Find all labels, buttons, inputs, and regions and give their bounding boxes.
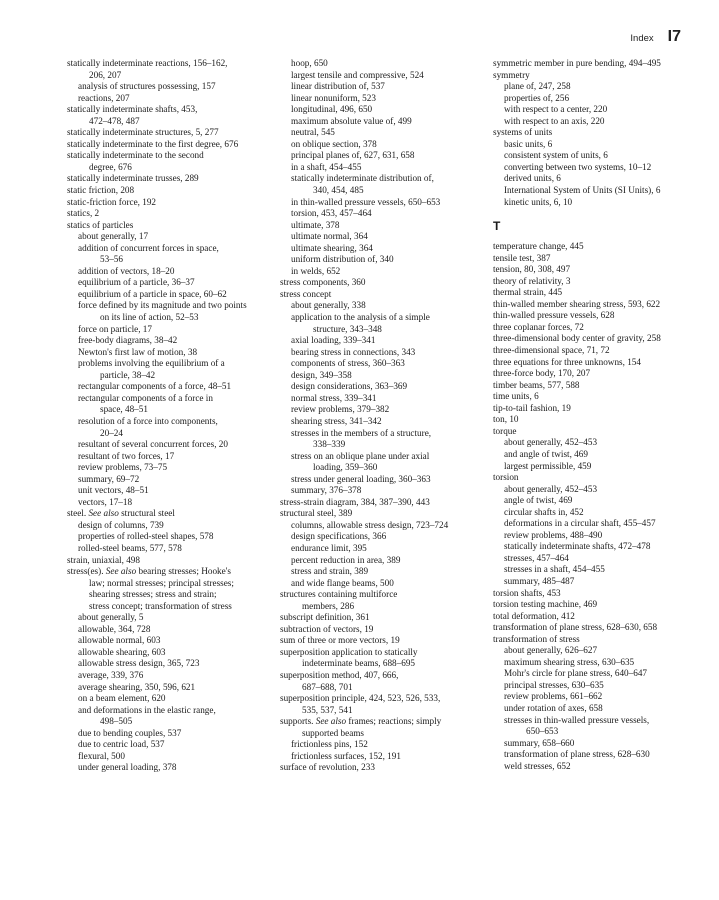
index-subentry: rectangular components of a force in (78, 392, 213, 403)
index-entry: supports. See also frames; reactions; simply (280, 716, 442, 727)
index-subentry: problems involving the equilibrium of a (78, 358, 225, 369)
index-entry: thin-walled pressure vessels, 628 (493, 310, 615, 321)
index-subentry: allowable stress design, 365, 723 (78, 658, 200, 669)
index-subentry: resultant of two forces, 17 (78, 450, 175, 461)
index-entry: sum of three or more vectors, 19 (280, 635, 400, 646)
index-subentry: members, 286 (302, 600, 355, 611)
index-subentry: properties of, 256 (504, 92, 570, 103)
index-subentry: linear distribution of, 537 (291, 81, 385, 92)
index-entry: torsion testing machine, 469 (493, 599, 598, 610)
index-entry: tension, 80, 308, 497 (493, 264, 571, 275)
index-subentry: loading, 359–360 (313, 462, 378, 473)
index-subentry: weld stresses, 652 (504, 760, 571, 771)
index-subentry: design specifications, 366 (291, 531, 387, 542)
index-subentry: stresses in a shaft, 454–455 (504, 564, 605, 575)
index-entry: superposition principle, 424, 523, 526, 533, (280, 693, 441, 704)
index-subentry: summary, 485–487 (504, 575, 575, 586)
index-entry: ton, 10 (493, 414, 519, 425)
index-subentry: review problems, 379–382 (291, 404, 390, 415)
index-subentry: addition of vectors, 18–20 (78, 265, 175, 276)
index-entry: transformation of stress (493, 633, 580, 644)
page-header (630, 28, 681, 48)
index-entry: statics of particles (67, 219, 134, 230)
index-subentry: stress under general loading, 360–363 (291, 473, 431, 484)
index-entry: torsion (493, 472, 519, 483)
page-number: I7 (667, 28, 681, 45)
index-subentry: 338–339 (313, 439, 346, 450)
index-subentry: review problems, 488–490 (504, 529, 603, 540)
index-subentry: endurance limit, 395 (291, 542, 367, 553)
index-subentry: unit vectors, 48–51 (78, 485, 149, 496)
index-entry: structures containing multiforce (280, 589, 398, 600)
index-entry: subtraction of vectors, 19 (280, 623, 374, 634)
index-subentry: stress concept; transformation of stress (89, 600, 232, 611)
index-entry: temperature change, 445 (493, 241, 584, 252)
index-subentry: design, 349–358 (291, 369, 352, 380)
index-entry: subscript definition, 361 (280, 612, 370, 623)
index-entry: statically indeterminate structures, 5, 277 (67, 127, 219, 138)
index-column-2 (280, 58, 485, 774)
index-subentry: stresses, 457–464 (504, 552, 569, 563)
index-subentry: reactions, 207 (78, 92, 130, 103)
index-subentry: statically indeterminate shafts, 472–478 (504, 541, 651, 552)
index-subentry: 472–478, 487 (89, 115, 140, 126)
index-subentry: due to centric load, 537 (78, 739, 165, 750)
index-entry: torque (493, 425, 517, 436)
index-entry: static friction, 208 (67, 185, 135, 196)
index-subentry: flexural, 500 (78, 750, 125, 761)
index-subentry: kinetic units, 6, 10 (504, 196, 573, 207)
index-subentry: basic units, 6 (504, 138, 553, 149)
index-subentry: space, 48–51 (100, 404, 148, 415)
index-entry: statically indeterminate to the second (67, 150, 204, 161)
index-subentry: Mohr's circle for plane stress, 640–647 (504, 668, 648, 679)
index-entry: stress components, 360 (280, 277, 366, 288)
index-subentry: plane of, 247, 258 (504, 81, 571, 92)
index-subentry: Newton's first law of motion, 38 (78, 346, 198, 357)
index-entry: transformation of plane stress, 628–630, 658 (493, 622, 658, 633)
index-subentry: uniform distribution of, 340 (291, 254, 394, 265)
index-column-1 (67, 58, 272, 774)
index-subentry: in welds, 652 (291, 265, 341, 276)
index-subentry: bearing stress in connections, 343 (291, 346, 416, 357)
index-entry: statically indeterminate to the first degree, 676 (67, 138, 239, 149)
index-subentry: hoop, 650 (291, 58, 328, 68)
index-entry: three-force body, 170, 207 (493, 368, 591, 379)
index-subentry: properties of rolled-steel shapes, 578 (78, 531, 214, 542)
index-subentry: longitudinal, 496, 650 (291, 104, 373, 115)
index-entry: static-friction force, 192 (67, 196, 157, 207)
index-subentry: statically indeterminate distribution of, (291, 173, 434, 184)
index-subentry: stress and strain, 389 (291, 566, 369, 577)
index-entry: systems of units (493, 127, 553, 138)
index-subentry: force on particle, 17 (78, 323, 152, 334)
index-subentry: stresses in thin-walled pressure vessels, (504, 714, 650, 725)
index-subentry: torsion, 453, 457–464 (291, 208, 372, 219)
index-subentry: stress on an oblique plane under axial (291, 450, 430, 461)
index-entry: stress concept (280, 288, 332, 299)
index-subentry: particle, 38–42 (100, 369, 156, 380)
index-subentry: derived units, 6 (504, 173, 561, 184)
index-subentry: about generally, 626–627 (504, 645, 598, 656)
index-subentry: shearing stresses; stress and strain; (89, 589, 217, 600)
index-subentry: components of stress, 360–363 (291, 358, 405, 369)
index-subentry: free-body diagrams, 38–42 (78, 335, 178, 346)
index-subentry: transformation of plane stress, 628–630 (504, 749, 650, 760)
index-subentry: ultimate normal, 364 (291, 231, 368, 242)
index-subentry: under general loading, 378 (78, 762, 177, 773)
index-subentry: maximum absolute value of, 499 (291, 115, 412, 126)
index-entry: steel. See also structural steel (67, 508, 175, 519)
index-entry: time units, 6 (493, 391, 539, 402)
index-subentry: principal planes of, 627, 631, 658 (291, 150, 415, 161)
index-entry: total deformation, 412 (493, 610, 575, 621)
index-entry: superposition application to statically (280, 646, 418, 657)
index-subentry: about generally, 452–453 (504, 483, 598, 494)
index-entry: tip-to-tail fashion, 19 (493, 402, 571, 413)
index-entry: statically indeterminate trusses, 289 (67, 173, 199, 184)
index-subentry: equilibrium of a particle in space, 60–62 (78, 288, 227, 299)
index-subentry: consistent system of units, 6 (504, 150, 608, 161)
index-entry: stress-strain diagram, 384, 387–390, 443 (280, 496, 430, 507)
index-subentry: axial loading, 339–341 (291, 335, 376, 346)
index-subentry: allowable shearing, 603 (78, 646, 166, 657)
index-subentry: circular shafts in, 452 (504, 506, 584, 517)
index-subentry: due to bending couples, 537 (78, 727, 182, 738)
index-entry: thin-walled member shearing stress, 593, 622 (493, 298, 661, 309)
index-subentry: degree, 676 (89, 161, 132, 172)
index-subentry: resolution of a force into components, (78, 415, 218, 426)
index-entry: symmetry (493, 69, 530, 80)
index-subentry: about generally, 5 (78, 612, 144, 623)
index-subentry: largest permissible, 459 (504, 460, 592, 471)
index-subentry: 535, 537, 541 (302, 704, 353, 715)
index-subentry: shearing stress, 341–342 (291, 415, 382, 426)
index-subentry: under rotation of axes, 658 (504, 702, 603, 713)
index-entry: timber beams, 577, 588 (493, 379, 580, 390)
index-entry: three-dimensional body center of gravity, 258 (493, 333, 661, 344)
index-subentry: design of columns, 739 (78, 519, 164, 530)
index-subentry: with respect to a center, 220 (504, 104, 608, 115)
index-subentry: equilibrium of a particle, 36–37 (78, 277, 195, 288)
index-subentry: on its line of action, 52–53 (100, 312, 199, 323)
index-entry: statically indeterminate reactions, 156–162, (67, 58, 228, 68)
index-subentry: summary, 376–378 (291, 485, 362, 496)
index-entry: strain, uniaxial, 498 (67, 554, 140, 565)
index-subentry: frictionless pins, 152 (291, 739, 368, 750)
index-subentry: angle of twist, 469 (504, 495, 573, 506)
index-subentry: largest tensile and compressive, 524 (291, 69, 424, 80)
index-subentry: in a shaft, 454–455 (291, 161, 362, 172)
index-subentry: 20–24 (100, 427, 123, 438)
index-subentry: average, 339, 376 (78, 669, 144, 680)
index-subentry: force defined by its magnitude and two points (78, 300, 247, 311)
index-subentry: converting between two systems, 10–12 (504, 161, 652, 172)
index-entry: structural steel, 389 (280, 508, 353, 519)
index-subentry: about generally, 17 (78, 231, 149, 242)
index-subentry: 687–688, 701 (302, 681, 353, 692)
index-subentry: summary, 658–660 (504, 737, 575, 748)
index-subentry: 340, 454, 485 (313, 185, 364, 196)
index-subentry: resultant of several concurrent forces, 20 (78, 439, 228, 450)
index-subentry: neutral, 545 (291, 127, 335, 138)
index-entry: tensile test, 387 (493, 252, 551, 263)
index-entry: torsion shafts, 453 (493, 587, 561, 598)
index-subentry: indeterminate beams, 688–695 (302, 658, 416, 669)
index-subentry: deformations in a circular shaft, 455–457 (504, 518, 656, 529)
index-subentry: percent reduction in area, 389 (291, 554, 401, 565)
index-subentry: stresses in the members of a structure, (291, 427, 432, 438)
index-subentry: review problems, 661–662 (504, 691, 603, 702)
index-subentry: review problems, 73–75 (78, 462, 168, 473)
index-subentry: application to the analysis of a simple (291, 312, 430, 323)
index-subentry: normal stress, 339–341 (291, 392, 377, 403)
index-entry: superposition method, 407, 666, (280, 669, 399, 680)
index-subentry: design considerations, 363–369 (291, 381, 408, 392)
running-head-title: Index (630, 33, 654, 44)
index-subentry: on oblique section, 378 (291, 138, 377, 149)
index-subentry: summary, 69–72 (78, 473, 140, 484)
index-subentry: 53–56 (100, 254, 123, 265)
index-subentry: linear nonuniform, 523 (291, 92, 376, 103)
index-subentry: allowable, 364, 728 (78, 623, 151, 634)
index-subentry: rolled-steel beams, 577, 578 (78, 542, 182, 553)
index-subentry: allowable normal, 603 (78, 635, 161, 646)
index-entry: thermal strain, 445 (493, 287, 563, 298)
index-subentry: and deformations in the elastic range, (78, 704, 216, 715)
index-subentry: ultimate, 378 (291, 219, 340, 230)
index-subentry: maximum shearing stress, 630–635 (504, 656, 635, 667)
index-subentry: vectors, 17–18 (78, 496, 133, 507)
index-subentry: International System of Units (SI Units), 6 (504, 185, 661, 196)
index-subentry: on a beam element, 620 (78, 693, 166, 704)
index-subentry: ultimate shearing, 364 (291, 242, 373, 253)
section-letter-heading: T (493, 219, 501, 234)
index-subentry: rectangular components of a force, 48–51 (78, 381, 232, 392)
index-subentry: principal stresses, 630–635 (504, 679, 604, 690)
index-subentry: 498–505 (100, 716, 133, 727)
index-entry: theory of relativity, 3 (493, 275, 571, 286)
index-subentry: columns, allowable stress design, 723–724 (291, 519, 449, 530)
index-entry: symmetric member in pure bending, 494–495 (493, 58, 661, 68)
index-entry: surface of revolution, 233 (280, 762, 375, 773)
index-subentry: about generally, 452–453 (504, 437, 598, 448)
index-subentry: in thin-walled pressure vessels, 650–653 (291, 196, 441, 207)
index-subentry: 206, 207 (89, 69, 122, 80)
index-entry: stress(es). See also bearing stresses; Hooke's (67, 566, 231, 577)
index-subentry: and wide flange beams, 500 (291, 577, 394, 588)
index-column-3 (493, 58, 698, 772)
index-subentry: structure, 343–348 (313, 323, 382, 334)
index-subentry: 650–653 (526, 726, 559, 737)
index-subentry: about generally, 338 (291, 300, 366, 311)
index-subentry: average shearing, 350, 596, 621 (78, 681, 196, 692)
index-subentry: analysis of structures possessing, 157 (78, 81, 216, 92)
index-subentry: addition of concurrent forces in space, (78, 242, 219, 253)
index-subentry: frictionless surfaces, 152, 191 (291, 750, 401, 761)
index-entry: three equations for three unknowns, 154 (493, 356, 641, 367)
index-entry: statics, 2 (67, 208, 100, 219)
index-entry: three-dimensional space, 71, 72 (493, 345, 610, 356)
index-entry: statically indeterminate shafts, 453, (67, 104, 198, 115)
index-subentry: supported beams (302, 727, 365, 738)
index-entry: three coplanar forces, 72 (493, 321, 584, 332)
index-subentry: with respect to an axis, 220 (504, 115, 605, 126)
index-subentry: law; normal stresses; principal stresses; (89, 577, 234, 588)
index-subentry: and angle of twist, 469 (504, 448, 588, 459)
